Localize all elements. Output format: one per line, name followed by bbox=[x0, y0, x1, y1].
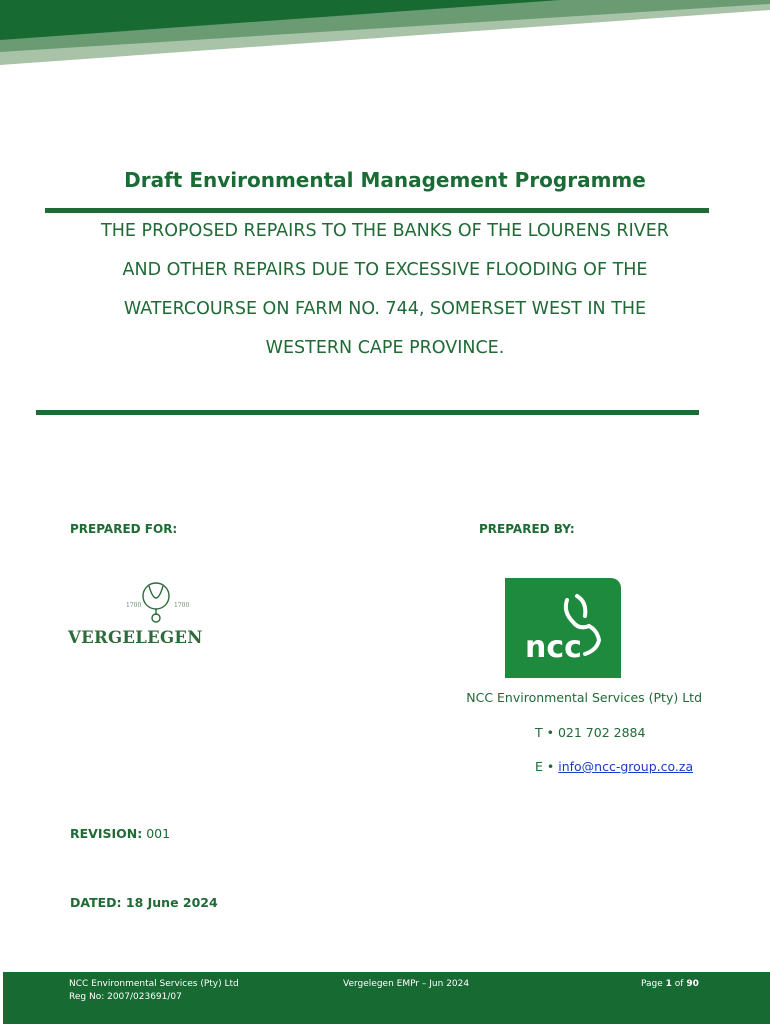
header-banner bbox=[0, 0, 770, 70]
page-footer bbox=[3, 972, 770, 1024]
logo-year-right: 1700 bbox=[174, 602, 190, 609]
revision bbox=[70, 826, 170, 841]
phone-prefix: T • bbox=[535, 725, 558, 740]
company-name: NCC Environmental Services (Pty) Ltd bbox=[466, 690, 702, 705]
document-title: Draft Environmental Management Programme bbox=[124, 168, 646, 192]
subtitle-line: THE PROPOSED REPAIRS TO THE BANKS OF THE LOURENS RIVER bbox=[101, 221, 669, 241]
subtitle-divider bbox=[36, 410, 699, 415]
revision-value: 001 bbox=[142, 826, 171, 841]
logo-year-left: 1700 bbox=[126, 602, 142, 609]
revision-label: REVISION: bbox=[70, 826, 143, 841]
email-prefix: E • bbox=[535, 759, 559, 774]
phone-line bbox=[535, 725, 645, 740]
vergelegen-logo bbox=[66, 578, 242, 648]
ncc-logo-text: ncc bbox=[525, 630, 582, 665]
ncc-deer-icon bbox=[505, 578, 621, 678]
vergelegen-logo-text: VERGELEGEN bbox=[68, 628, 203, 647]
subtitle-line: WESTERN CAPE PROVINCE. bbox=[265, 338, 505, 358]
page-prefix: Page bbox=[641, 979, 666, 989]
subtitle-line: AND OTHER REPAIRS DUE TO EXCESSIVE FLOODING OF THE bbox=[122, 260, 648, 280]
footer-doc-ref: Vergelegen EMPr – Jun 2024 bbox=[343, 979, 470, 989]
prepared-by-label: PREPARED BY: bbox=[479, 522, 575, 536]
footer-company: NCC Environmental Services (Pty) Ltd bbox=[69, 979, 239, 989]
footer-page-number bbox=[641, 979, 699, 989]
subtitle-line: WATERCOURSE ON FARM NO. 744, SOMERSET WEST IN THE bbox=[123, 299, 647, 319]
page-current: 1 bbox=[665, 979, 672, 989]
prepared-for-label: PREPARED FOR: bbox=[70, 522, 178, 536]
document-subtitle bbox=[60, 212, 710, 368]
ncc-logo bbox=[505, 578, 621, 678]
page-total: 90 bbox=[686, 979, 699, 989]
page-of: of bbox=[671, 979, 687, 989]
email-link[interactable]: info@ncc-group.co.za bbox=[558, 759, 694, 774]
dated: DATED: 18 June 2024 bbox=[70, 895, 218, 910]
footer-reg-no: Reg No: 2007/023691/07 bbox=[69, 992, 182, 1002]
email-line bbox=[535, 759, 693, 774]
phone-number: 021 702 2884 bbox=[557, 725, 646, 740]
